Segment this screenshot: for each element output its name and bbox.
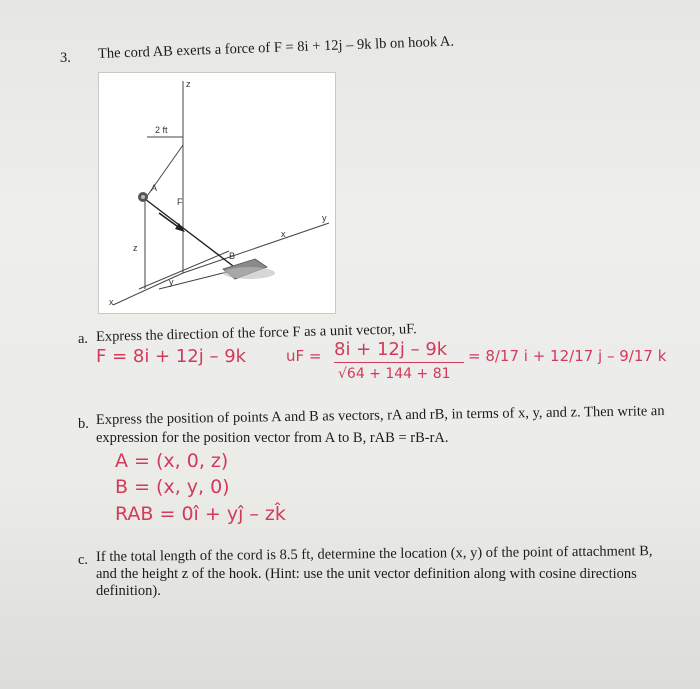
figure-drawing: [99, 73, 335, 313]
part-a-question: Express the direction of the force F as a unit vector, uF.: [95, 321, 417, 345]
label-dim-x: x: [281, 229, 286, 239]
label-dim-y: y: [169, 277, 174, 287]
label-f: F: [177, 197, 183, 207]
cord-force-figure: [98, 72, 336, 314]
part-a-label: a.: [78, 331, 89, 347]
label-y-axis: y: [322, 213, 327, 223]
part-b-point-b: B = (x, y, 0): [115, 476, 230, 498]
cord-ab: [145, 199, 237, 269]
x-dimension-line: [139, 251, 229, 289]
part-c-question-line1: If the total length of the cord is 8.5 ft, determine the location (x, y) of the point of attachment B,: [95, 543, 653, 565]
part-b-question-line1: Express the position of points A and B as vectors, rA and rB, in terms of x, y, and z. Then write an: [95, 403, 665, 428]
problem-number: 3.: [60, 50, 71, 66]
part-b-r-ab: RAB = 0î + yĵ – zk̂: [115, 503, 286, 525]
part-a-result: = 8/17 i + 12/17 j – 9/17 k: [468, 347, 667, 365]
part-c-question-line2: and the height z of the hook. (Hint: use the unit vector definition along with cosine directions: [96, 566, 637, 582]
label-b: B: [229, 251, 236, 261]
label-x-axis: x: [109, 297, 114, 307]
part-b-question-line2: expression for the position vector from A to B, rAB = rB-rA.: [96, 430, 449, 446]
part-b-label: b.: [78, 416, 89, 432]
part-a-denominator: √64 + 144 + 81: [338, 366, 451, 382]
label-z-axis: z: [186, 79, 191, 89]
part-a-force: F = 8i + 12j – 9k: [96, 346, 247, 367]
part-c-question-line3: definition).: [96, 583, 161, 599]
label-a: A: [151, 183, 158, 193]
part-b-point-a: A = (x, 0, z): [115, 450, 229, 472]
part-a-numerator: 8i + 12j – 9k: [334, 339, 448, 360]
part-a-unit-lhs: uF =: [286, 347, 322, 365]
label-dim-z: z: [133, 243, 138, 253]
part-c-label: c.: [78, 552, 89, 568]
label-2ft: 2 ft: [155, 125, 168, 135]
part-a-fraction-bar: [334, 362, 464, 363]
problem-statement: The cord AB exerts a force of F = 8i + 12j – 9k lb on hook A.: [97, 33, 455, 62]
